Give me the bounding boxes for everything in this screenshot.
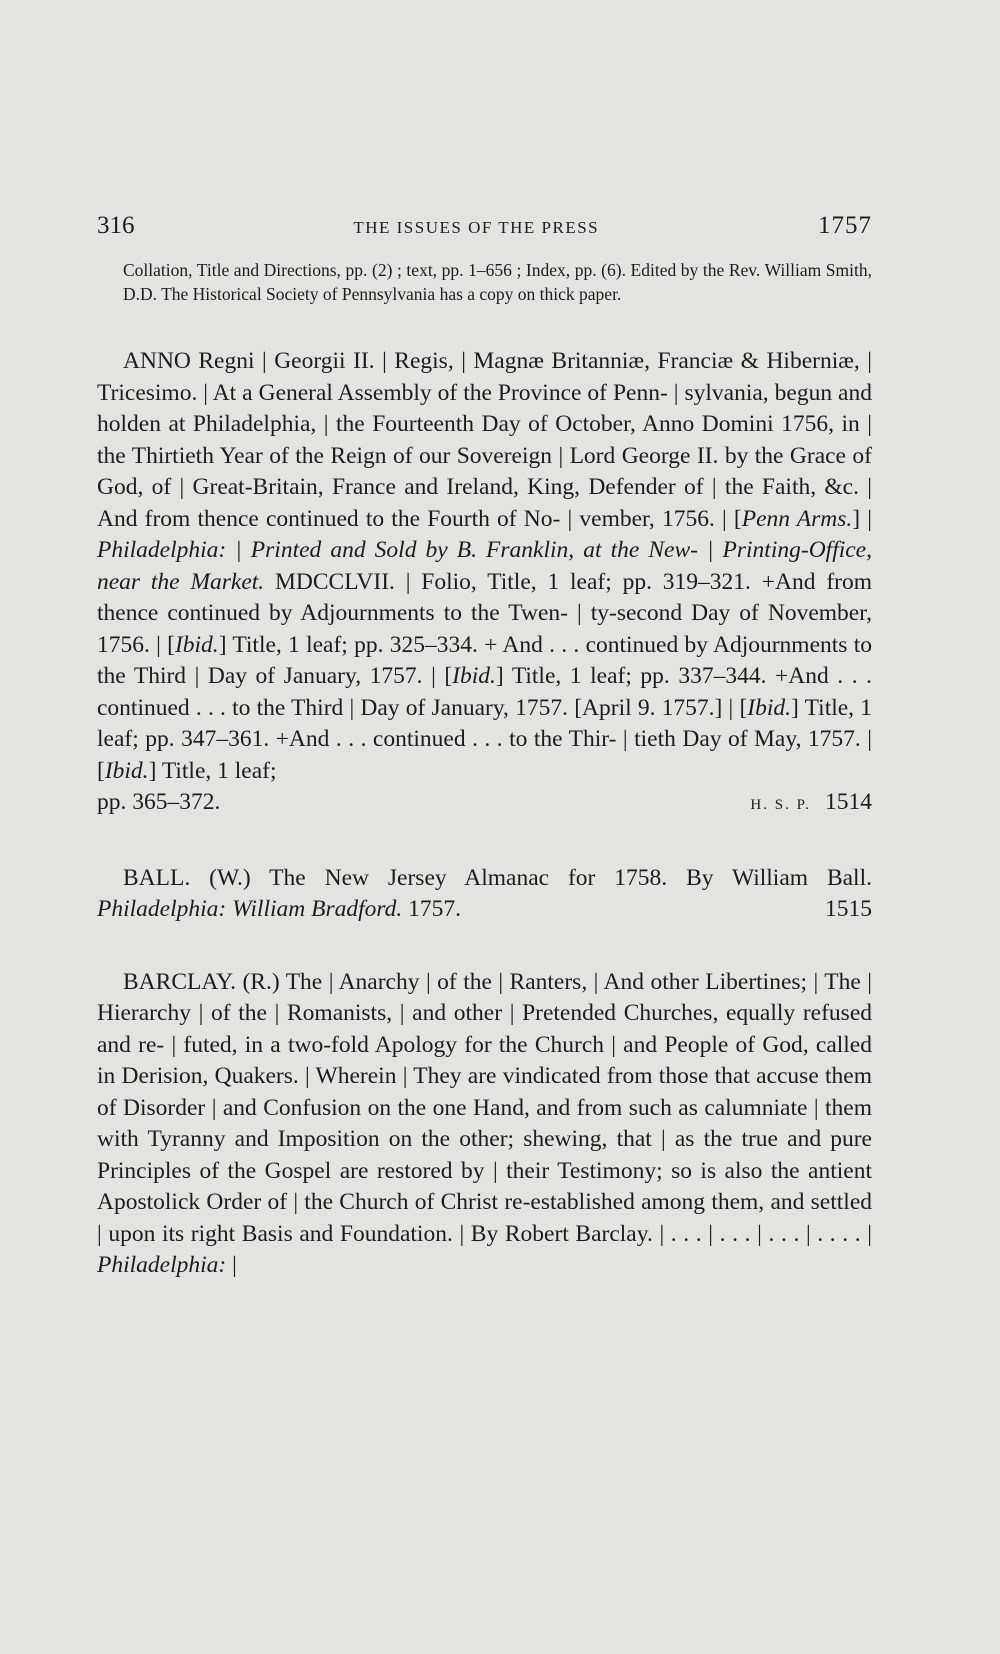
running-head — [97, 212, 872, 252]
entry-text-segment: ] Title, 1 leaf; pp. 347–361. +And . . . continued . . . to the Thir- | tieth Day of May, 1757. | [ — [97, 694, 873, 784]
entry-text-segment: Philadelphia: — [97, 1252, 227, 1278]
entry-text-segment: ] Title, 1 leaf; pp. 337–344. +And . . . continued . . . to the Third | Day of January, 1757. [April 9. 1757.] | [ — [97, 663, 872, 721]
entry-number: 1514 — [825, 789, 872, 815]
entry-text-segment: Philadelphia: William Bradford. — [97, 896, 403, 922]
entry-1514-body — [97, 346, 872, 787]
entry-text-segment: MDCCLVII. | Folio, Title, 1 leaf; pp. 319–321. +And from thence continued by Adjournments to the Twen- | ty-second Day of November, 1756. | [ — [97, 568, 872, 658]
entry-reference — [750, 787, 872, 822]
entry-text-segment: Philadelphia: | Printed and Sold by B. Franklin, at the New- | Printing-Office, near the Market. — [97, 537, 872, 595]
entry-barclay-body — [97, 967, 872, 1282]
entry-text-segment: ] Title, 1 leaf; — [148, 757, 277, 784]
entry-text-segment: Penn Arms. — [741, 505, 853, 532]
entry-number: 1515 — [825, 896, 872, 922]
entry-text-segment: Ibid. — [452, 663, 496, 689]
entry-last-line-text: pp. 365–372. — [97, 789, 221, 815]
entry-1515-body — [97, 863, 872, 926]
entry-text-segment: Ibid. — [747, 694, 792, 721]
page-number: 316 — [97, 212, 135, 239]
entry-text-segment: BALL. (W.) The New Jersey Almanac for 1758. By William Ball. — [123, 864, 872, 891]
entry-text-segment: Ibid. — [174, 631, 219, 658]
running-year: 1757 — [817, 212, 872, 239]
entry-text-segment: 1757. — [402, 896, 462, 922]
entry-text-segment: | — [226, 1252, 237, 1278]
entry-text-segment: Ibid. — [104, 757, 149, 784]
entry-text-segment: BARCLAY. (R.) The | Anarchy | of the | Ranters, | And other Libertines; | The | Hierarchy | of the | Romanists, | and other | Pretended Churches, equally refused and re- | futed, in a two-fold Apology for the Church | and People of God, called in Derision, Quakers. | Wherein | They are vindicated from those that accuse them of Disorder | and Confusion on the one Hand, and from such as calumniate | them with Tyranny and Imposition on the other; shewing, that | as the true and pure Principles of the Gospel are restored by | their Testimony; so is also the antient Apostolick Order of | the Church of Christ re-established among them, and settled | upon its right Basis and Foundation. | By Robert Barclay. | . . . | . . . | . . . | . . . . | — [97, 968, 872, 1247]
entry-1515 — [97, 863, 872, 926]
entry-barclay — [97, 967, 872, 1282]
entry-1514-last-line — [97, 787, 872, 822]
entry-1514 — [97, 346, 872, 822]
document-page — [97, 212, 872, 1282]
library-abbreviation: H. S. P. — [750, 797, 811, 813]
collation-note: Collation, Title and Directions, pp. (2) ; text, pp. 1–656 ; Index, pp. (6). Edited by the Rev. William Smith, D.D. The Historical Society of Pennsylvania has a copy on thick paper. — [123, 260, 872, 304]
entry-text-segment: ANNO Regni | Georgii II. | Regis, | Magnæ Britanniæ, Franciæ & Hiberniæ, | Tricesimo. | At a General Assembly of the Province of Penn- | sylvania, begun and holden at Philadelphia, | the Fourteenth Day of October, Anno Domini 1756, in | the Thirtieth Year of the Reign of our Sovereign | Lord George II. by the Grace of God, of | Great-Britain, France and Ireland, King, Defender of | the Faith, &c. | And from thence continued to the Fourth of No- | vember, 1756. | [ — [97, 348, 872, 532]
entry-text-segment: ] Title, 1 leaf; pp. 325–334. + And . . . continued by Adjournments to the Third | Day of January, 1757. | [ — [97, 631, 872, 689]
running-title: THE ISSUES OF THE PRESS — [353, 218, 600, 237]
entry-text-segment: ] | — [852, 505, 873, 532]
